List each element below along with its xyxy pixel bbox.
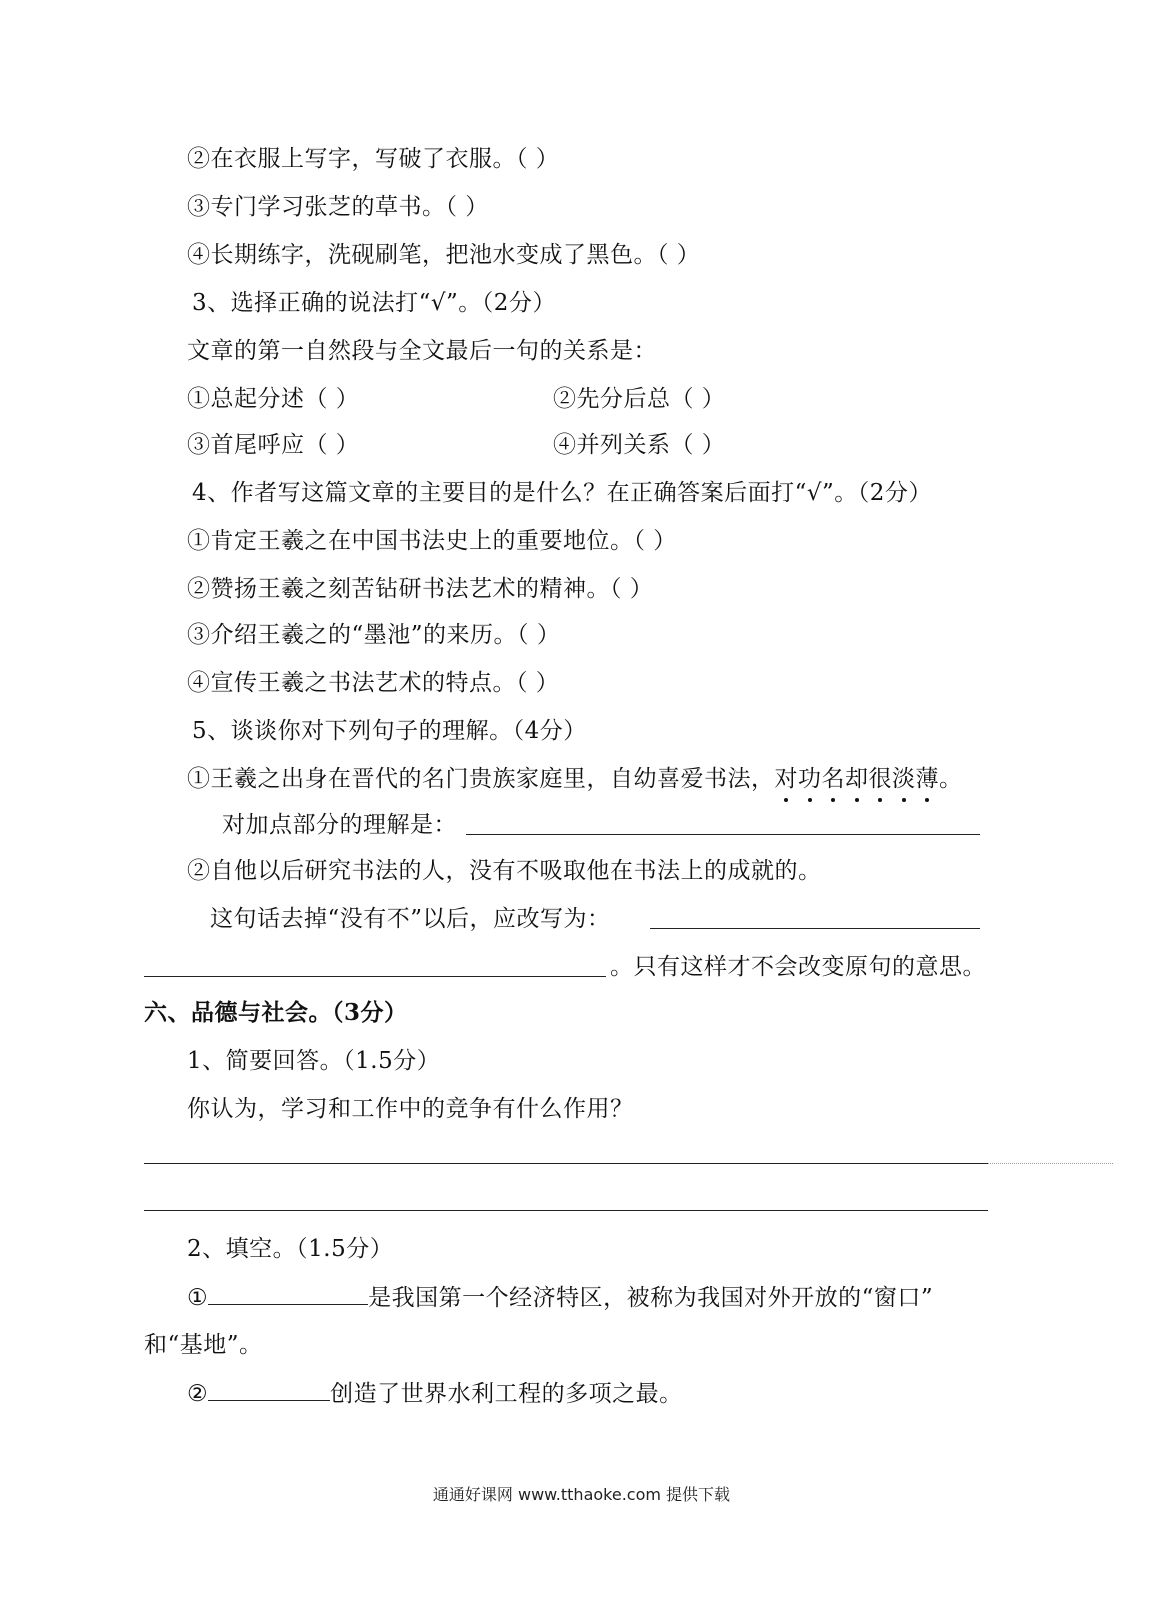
emph-char: 名 xyxy=(821,766,845,792)
q3-prompt: 文章的第一自然段与全文最后一句的关系是： xyxy=(187,338,657,364)
sec6-q2-sentence-1-cont: 和“基地”。 xyxy=(144,1332,263,1358)
sec6-q2-sentence-2 xyxy=(187,1378,683,1409)
sec6-q1-answer-line-1-tail xyxy=(988,1163,1113,1164)
q4-option-2: ②赞扬王羲之刻苦钻研书法艺术的精神。（ ） xyxy=(187,576,654,602)
q5-answer-2-tail: 。只有这样才不会改变原句的意思。 xyxy=(610,954,986,980)
q3-option-3: ③首尾呼应（ ） xyxy=(187,432,360,458)
q5-answer-1-label: 对加点部分的理解是： xyxy=(222,812,457,838)
q4-option-3: ③介绍王羲之的“墨池”的来历。（ ） xyxy=(187,622,561,648)
q5-title: 5、谈谈你对下列句子的理解。（4分） xyxy=(192,718,587,744)
emph-char: 淡 xyxy=(892,766,916,792)
emph-char: 薄 xyxy=(915,766,939,792)
sec6-q2-s2-text: 创造了世界水利工程的多项之最。 xyxy=(330,1381,683,1407)
q3-title: 3、选择正确的说法打“√”。（2分） xyxy=(192,290,556,316)
q5-sentence-1-emphasis xyxy=(775,766,940,792)
sec6-q2-s1-blank[interactable] xyxy=(208,1282,368,1305)
q5-answer-2-blank-cont[interactable] xyxy=(144,976,606,977)
page-footer: 通通好课网 www.tthaoke.com 提供下载 xyxy=(432,1485,731,1504)
q4-title: 4、作者写这篇文章的主要目的是什么？在正确答案后面打“√”。（2分） xyxy=(192,480,932,506)
q5-sentence-1-end: 。 xyxy=(939,766,963,792)
q3-option-1: ①总起分述（ ） xyxy=(187,386,360,412)
q5-answer-1-blank[interactable] xyxy=(466,834,980,835)
sec6-q2-title: 2、填空。（1.5分） xyxy=(187,1236,394,1262)
emph-char: 却 xyxy=(845,766,869,792)
emph-char: 功 xyxy=(798,766,822,792)
q5-sentence-2: ②自他以后研究书法的人，没有不吸取他在书法上的成就的。 xyxy=(187,858,822,884)
q2-option-4: ④长期练字，洗砚刷笔，把池水变成了黑色。（ ） xyxy=(187,242,701,268)
q4-option-1: ①肯定王羲之在中国书法史上的重要地位。（ ） xyxy=(187,528,677,554)
q3-option-4: ④并列关系（ ） xyxy=(553,432,726,458)
emph-char: 很 xyxy=(868,766,892,792)
q5-sentence-1 xyxy=(187,764,963,794)
section-6-title: 六、品德与社会。（3分） xyxy=(144,999,408,1026)
q5-answer-2-label: 这句话去掉“没有不”以后，应改写为： xyxy=(210,906,611,932)
sec6-q1-answer-line-1[interactable] xyxy=(144,1163,988,1164)
sec6-q1-answer-line-2[interactable] xyxy=(144,1210,988,1211)
q4-option-4: ④宣传王羲之书法艺术的特点。（ ） xyxy=(187,670,560,696)
q2-option-2: ②在衣服上写字，写破了衣服。（ ） xyxy=(187,146,560,172)
emph-char: 对 xyxy=(774,766,798,792)
sec6-q2-s2-blank[interactable] xyxy=(208,1378,330,1401)
q2-option-3: ③专门学习张芝的草书。（ ） xyxy=(187,194,489,220)
sec6-q2-s2-number: ② xyxy=(187,1381,209,1407)
sec6-q2-s1-number: ① xyxy=(187,1285,209,1311)
q3-option-2: ②先分后总（ ） xyxy=(553,386,726,412)
q5-sentence-1-pre: ①王羲之出身在晋代的名门贵族家庭里，自幼喜爱书法， xyxy=(187,766,775,792)
sec6-q2-s1-text: 是我国第一个经济特区，被称为我国对外开放的“窗口” xyxy=(368,1285,934,1311)
sec6-q1-title: 1、简要回答。（1.5分） xyxy=(187,1048,441,1074)
sec6-q1-prompt: 你认为，学习和工作中的竞争有什么作用？ xyxy=(187,1096,634,1122)
q5-answer-2-blank[interactable] xyxy=(650,928,980,929)
sec6-q2-sentence-1 xyxy=(187,1282,933,1313)
